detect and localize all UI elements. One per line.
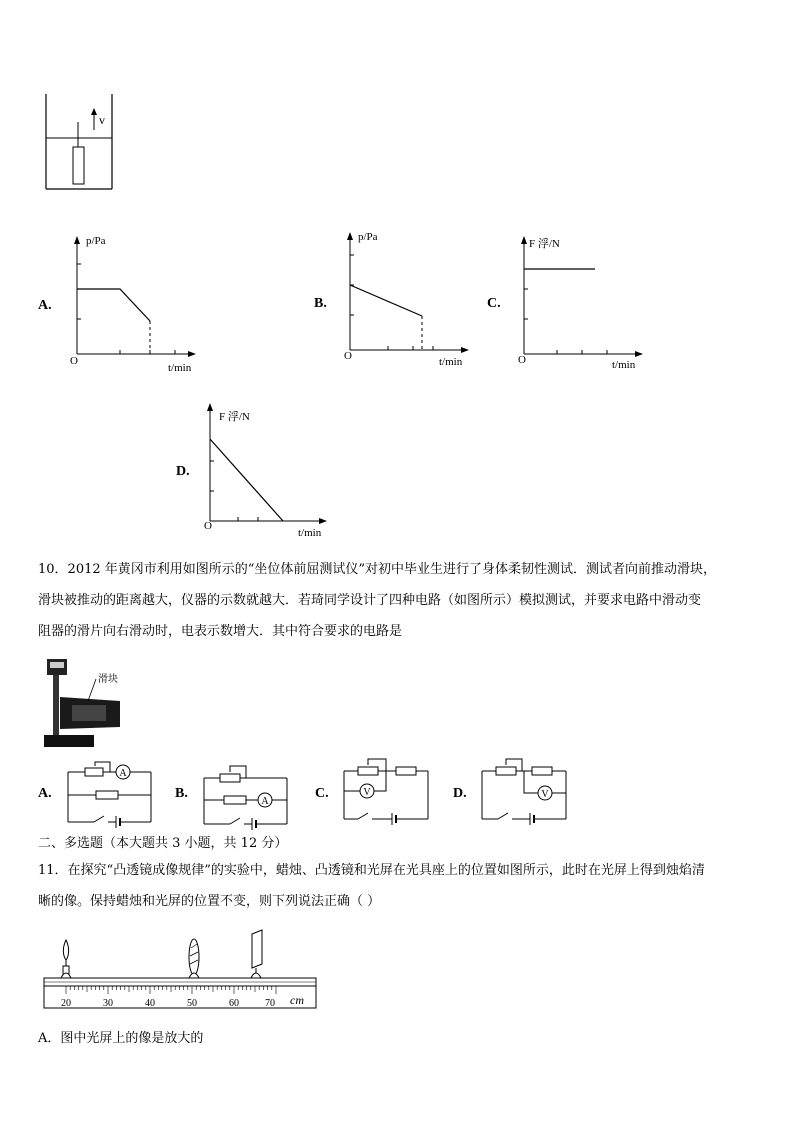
q9-a-xlabel: t/min	[168, 362, 192, 374]
q9-d-ylabel: F 浮/N	[219, 411, 250, 423]
circuit-a-meter-text: A	[119, 768, 127, 779]
circuit-b	[202, 760, 292, 830]
ruler-tick-70: 70	[265, 998, 275, 1009]
q9-c-origin: O	[518, 354, 526, 366]
circuit-a	[66, 760, 156, 830]
ruler-unit: cm	[290, 993, 304, 1007]
q10-option-a-letter[interactable]: A.	[38, 786, 52, 801]
section-2-heading: 二、多选题（本大题共 3 小题，共 12 分）	[38, 836, 288, 851]
ruler-tick-60: 60	[229, 998, 239, 1009]
q10-option-b-letter[interactable]: B.	[175, 786, 188, 801]
q9-b-origin: O	[344, 350, 352, 362]
q9-graph-a	[60, 234, 200, 364]
q9-b-xlabel: t/min	[439, 356, 463, 368]
q10-text-line1: 10．2012 年黄冈市利用如图所示的“坐位体前屈测试仪”对初中毕业生进行了身体柔韧性测试．测试者向前推动滑块，	[38, 562, 717, 577]
q9-a-origin: O	[70, 355, 78, 367]
circuit-d	[480, 755, 570, 827]
q9-option-d-letter[interactable]: D.	[176, 464, 190, 479]
velocity-label: v	[99, 113, 105, 127]
ruler-tick-20: 20	[61, 998, 71, 1009]
container-figure	[44, 94, 124, 190]
q9-option-b-letter[interactable]: B.	[314, 296, 327, 311]
circuit-d-meter-text: V	[541, 789, 549, 800]
circuit-b-meter-text: A	[261, 796, 269, 807]
q11-text-line1: 11．在探究“凸透镜成像规律”的实验中，蜡烛、凸透镜和光屏在光具座上的位置如图所示，此时在光屏上得到烛焰清	[38, 863, 705, 878]
circuit-c	[342, 755, 432, 827]
q10-option-c-letter[interactable]: C.	[315, 786, 329, 801]
circuit-c-meter-text: V	[363, 787, 371, 798]
q9-b-ylabel: p/Pa	[358, 231, 378, 243]
ruler-tick-50: 50	[187, 998, 197, 1009]
q11-option-a[interactable]: A．图中光屏上的像是放大的	[38, 1031, 204, 1046]
q9-c-xlabel: t/min	[612, 359, 636, 371]
q10-option-d-letter[interactable]: D.	[453, 786, 467, 801]
q10-text-line3: 阻器的滑片向右滑动时，电表示数增大．其中符合要求的电路是	[38, 624, 403, 639]
q9-graph-d	[193, 401, 333, 531]
optical-bench-figure	[44, 926, 320, 1018]
slider-label: 滑块	[98, 674, 118, 685]
q9-a-ylabel: p/Pa	[86, 235, 106, 247]
q9-option-a-letter[interactable]: A.	[38, 298, 52, 313]
q9-d-origin: O	[204, 520, 212, 532]
ruler-tick-30: 30	[103, 998, 113, 1009]
q9-c-ylabel: F 浮/N	[529, 238, 560, 250]
q9-option-c-letter[interactable]: C.	[487, 296, 501, 311]
ruler-tick-40: 40	[145, 998, 155, 1009]
q9-d-xlabel: t/min	[298, 527, 322, 539]
q11-text-line2: 晰的像。保持蜡烛和光屏的位置不变，则下列说法正确（ ）	[38, 894, 381, 909]
q10-text-line2: 滑块被推动的距离越大，仪器的示数就越大．若琦同学设计了四种电路（如图所示）模拟测试，并要求电路中滑动变	[38, 593, 702, 608]
q9-graph-c	[507, 234, 647, 364]
q9-graph-b	[333, 230, 473, 360]
